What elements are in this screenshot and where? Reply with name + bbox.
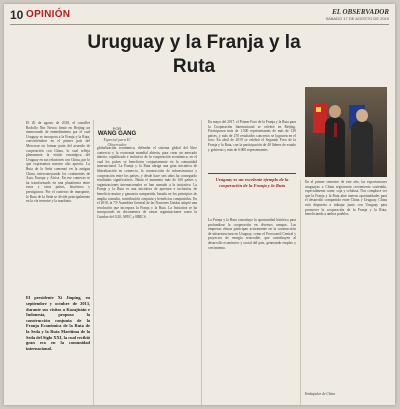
- tie-icon: [334, 123, 337, 137]
- column-text: En el primer semestre de este año, las exportaciones uruguayas a China registraron crecimiento sostenido, especialmente carne, soja y celulosa. Nos complace ver que la Franja y la Ruta abre nuevas oportunidades para el desarrollo compartido entre China y Uruguay. China está dispuesta a trabajar junto con Uruguay para promover la cooperación de la Franja y la Ruta, beneficiando a ambos pueblos.: [305, 180, 387, 217]
- article-column-4: [208, 218, 296, 404]
- article-column-1: [26, 121, 90, 281]
- page-header: [10, 8, 389, 25]
- column-text: En mayo del 2017, el Primer Foro de la Franja y la Ruta para la Cooperación Internacional se celebró en Beijing. Participaron más de 1.500 representantes de más de 130 países, y más de 270 resultados concretos se lograron en el foro. En abril de 2019 se celebró el Segundo Foro de la Franja y la Ruta, con la participación de 40 líderes de estado y gobierno y más de 6.000 representantes.: [208, 120, 296, 152]
- pull-quote: [208, 173, 296, 216]
- article-column-5: [305, 180, 387, 390]
- author-name: WANG GANG: [97, 131, 137, 137]
- newspaper-name: EL OBSERVADOR: [332, 8, 389, 16]
- signature-text: Embajador de China: [305, 392, 336, 396]
- column-divider: [300, 180, 301, 405]
- article-column-3: [208, 120, 296, 172]
- article-lead-paragraph: [26, 291, 90, 403]
- person-figure-icon: [351, 121, 373, 177]
- column-divider: [93, 120, 94, 405]
- author-signature: [305, 392, 387, 397]
- issue-date: SÁBADO 17 DE AGOSTO DE 2019: [325, 16, 389, 21]
- section-name: OPINIÓN: [26, 9, 71, 20]
- article-photo: [305, 87, 387, 177]
- column-text: globalización económica, defender el sistema global del libre comercio y la economía mundial abierta, para crear un mercado abierto, equilibrado e inclusivo de la cooperación económica, en el cual los países se beneficien conjuntamente en la comunidad internacional. La Franja y la Ruta abriga una gran iniciativa de liberalización en comercio, la construcción de infraestructura y cooperación entre los países, y desde hace seis años ha conseguido resultados significativos. Hasta el momento más de 160 países y organizaciones internacionales se han sumado a la iniciativa. La Franja y la Ruta es una iniciativa de apertura e inclusión, de beneficio mutuo y ganancia compartida, basada en los principios de amplia consulta, contribución conjunta y beneficios compartidos. En el 2018, la 73ª Asamblea General de las Naciones Unidas adoptó una resolución que incorpora la Franja y la Ruta. La Iniciativa se ha incorporado en documentos de varias organizaciones como la Cumbre del G20, APEC y BRICS.: [97, 146, 197, 219]
- column-text: El 20 de agosto de 2018, el canciller Rodolfo Nin Novoa firmó en Beijing un memorando de entendimiento por el cual Uruguay se incorpora a la Franja y la Ruta, convirtiéndose en el primer país del Mercosur en formar parte del acuerdo de cooperación con China, lo cual refleja plenamente la visión estratégica del Uruguay en sus relaciones con China, por lo que expresamos nuestro alto aprecio. La Ruta de la Seda comenzó en la antigua China, interconectando los continentes de Asia, Europa y África. En ese contexto se ha transformado en una plataforma entre estos y otros países, históricos y prestigiosos. Por el contexto de transporte, la Ruta de la Seda se divide principalmente en la vía terrestre y la marítima.: [26, 121, 90, 204]
- byline: [97, 126, 137, 147]
- lead-text: El presidente Xi Jinping, en septiembre y octubre de 2013, durante sus visitas a Kazajistán e Indonesia, propuso la construcción conjunta de la Franja Económica de la Ruta de la Seda y la Ruta Marítima de la Seda del Siglo XXI, la cual recibió gran eco en la comunidad internacional.: [26, 295, 90, 351]
- pull-quote-text: Uruguay es un excelente ejemplo de la cooperación de la Franja y la Ruta: [215, 177, 289, 188]
- column-text: La Franja y la Ruta constituye la oportunidad histórica para profundizar la cooperación en diversos campos. Las empresas chinas participan activamente en la construcción de infraestructura en Uruguay, como el Ferrocarril Central y proyectos de energía renovable, que contribuyen al desarrollo económico y social del país, generando empleo y crecimiento.: [208, 218, 296, 250]
- column-divider: [201, 120, 202, 405]
- article-column-2: [97, 146, 197, 404]
- author-role: Especial para El Observador: [103, 137, 131, 147]
- newspaper-page: [4, 4, 395, 405]
- page-number: 10: [10, 8, 24, 22]
- article-title: Uruguay y la Franja y la Ruta: [87, 32, 301, 77]
- byline-prefix: POR: [112, 126, 122, 131]
